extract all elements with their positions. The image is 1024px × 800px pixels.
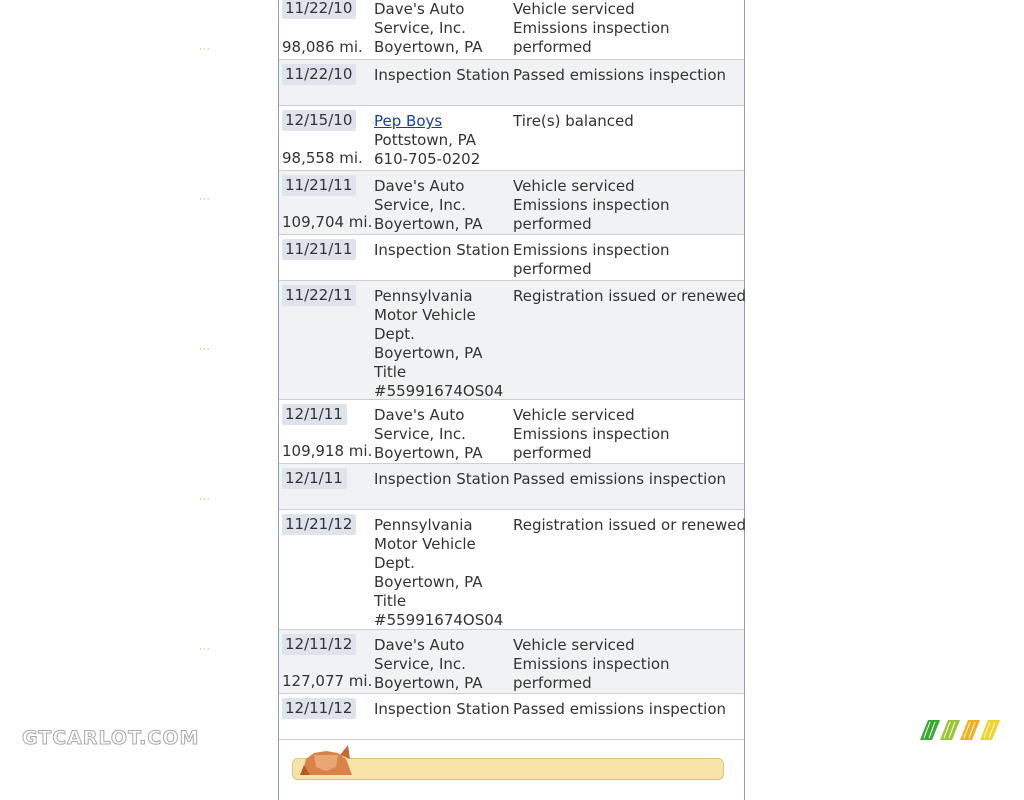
history-row [279,510,744,630]
history-row [279,60,744,106]
pep-boys-link[interactable]: Pep Boys [374,112,443,130]
record-date: 12/11/12 [282,698,356,719]
side-dots-icon: ··· [199,45,211,55]
record-source: Dave's Auto Service, Inc. Boyertown, PA [374,177,483,233]
record-date: 12/15/10 [282,110,356,131]
record-date: 11/21/11 [282,175,356,196]
record-details: Passed emissions inspection [513,700,727,718]
record-source: Pennsylvania Motor Vehicle Dept. Boyertown, PA Title #55991674OS04 [374,287,504,400]
record-details: Vehicle serviced Emissions inspection performed [513,177,670,233]
history-row [279,106,744,171]
history-row [279,630,744,694]
record-details: Emissions inspection performed [513,241,670,278]
history-row [279,235,744,281]
record-date: 12/1/11 [282,468,347,489]
record-source: Dave's Auto Service, Inc. Boyertown, PA [374,636,483,692]
side-dots-icon: ··· [199,495,211,505]
gtcarlot-stripes-logo-icon [920,720,1000,742]
fox-mascot-icon [296,745,356,775]
history-row [279,281,744,400]
history-row [279,464,744,510]
record-source: Pennsylvania Motor Vehicle Dept. Boyertown, PA Title #55991674OS04 [374,516,504,629]
record-date: 12/1/11 [282,404,347,425]
record-details: Passed emissions inspection [513,470,727,488]
record-date: 12/11/12 [282,634,356,655]
record-date: 11/21/11 [282,239,356,260]
vehicle-history-table [278,0,745,800]
history-row [279,0,744,60]
record-source: Inspection Station [374,66,510,84]
record-details: Registration issued or renewed [513,287,746,305]
record-date: 11/22/11 [282,285,356,306]
record-details: Vehicle serviced Emissions inspection performed [513,406,670,462]
history-row [279,400,744,464]
record-details: Passed emissions inspection [513,66,727,84]
record-source: Dave's Auto Service, Inc. Boyertown, PA [374,406,483,462]
record-source: Inspection Station [374,241,510,259]
side-dots-icon: ··· [199,345,211,355]
record-mileage: 98,086 mi. [282,38,363,56]
history-row [279,694,744,740]
side-dots-icon: ··· [199,645,211,655]
record-date: 11/21/12 [282,514,356,535]
side-dots-icon: ··· [199,195,211,205]
record-details: Tire(s) balanced [513,112,634,130]
record-date: 11/22/10 [282,0,356,19]
promo-banner [292,758,724,780]
record-details: Vehicle serviced Emissions inspection performed [513,636,670,692]
gtcarlot-watermark: GTCARLOT.COM [22,727,200,749]
record-details: Registration issued or renewed [513,516,746,534]
record-source: Dave's Auto Service, Inc. Boyertown, PA [374,0,483,56]
record-mileage: 109,918 mi. [282,442,373,460]
record-source: Pep Boys Pottstown, PA 610-705-0202 [374,112,512,169]
record-source: Inspection Station [374,700,510,718]
record-details: Vehicle serviced Emissions inspection performed [513,0,670,56]
record-mileage: 109,704 mi. [282,213,373,231]
record-mileage: 98,558 mi. [282,149,363,167]
history-row [279,171,744,235]
record-mileage: 127,077 mi. [282,672,373,690]
record-date: 11/22/10 [282,64,356,85]
record-source: Inspection Station [374,470,510,488]
